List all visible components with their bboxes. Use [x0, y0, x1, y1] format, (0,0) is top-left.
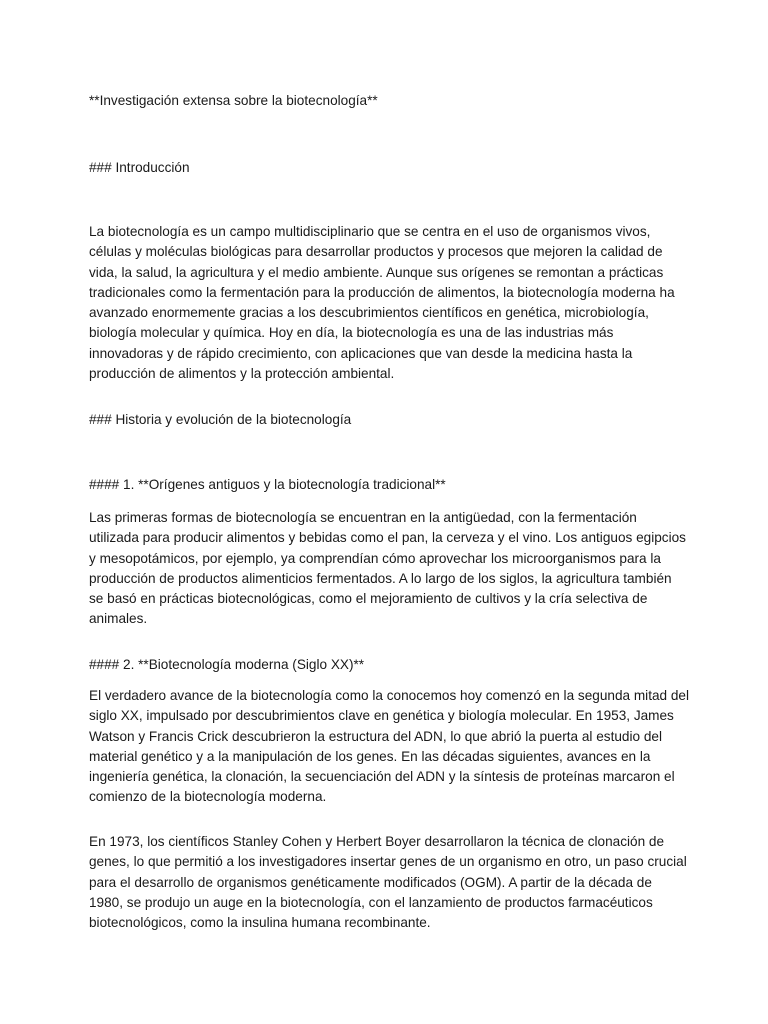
section2-heading: #### 2. **Biotecnología moderna (Siglo XX)**: [89, 657, 365, 672]
history-heading: ### Historia y evolución de la biotecnología: [89, 412, 352, 427]
section1-heading: #### 1. **Orígenes antiguos y la biotecnología tradicional**: [89, 477, 446, 492]
section2-paragraph-2: En 1973, los científicos Stanley Cohen y Herbert Boyer desarrollaron la técnica de clonación de genes, lo que permitió a los investigadores insertar genes de un organismo en otro, un paso crucial para el desarrollo de organismos genéticamente modificados (OGM). A partir de la década de 1980, se produjo un auge en la biotecnología, con el lanzamiento de productos farmacéuticos biotecnológicos, como la insulina humana recombinante.: [89, 834, 687, 931]
section1-paragraph: Las primeras formas de biotecnología se encuentran en la antigüedad, con la fermentación utilizada para producir alimentos y bebidas como el pan, la cerveza y el vino. Los antiguos egipcios y mesopotámicos, por ejemplo, ya comprendían cómo aprovechar los microorganismos para la producción de productos alimenticios fermentados. A lo largo de los siglos, la agricultura también se basó en prácticas biotecnológicas, como el mejoramiento de cultivos y la cría selectiva de animales.: [89, 510, 686, 627]
section2-paragraph-1: El verdadero avance de la biotecnología como la conocemos hoy comenzó en la segunda mitad del siglo XX, impulsado por descubrimientos clave en genética y biología molecular. En 1953, James Watson y Francis Crick descubrieron la estructura del ADN, lo que abrió la puerta al estudio del material genético y a la manipulación de los genes. En las décadas siguientes, avances en la ingeniería genética, la clonación, la secuenciación del ADN y la síntesis de proteínas marcaron el comienzo de la biotecnología moderna.: [89, 688, 690, 805]
intro-heading: ### Introducción: [89, 160, 190, 175]
document-title: **Investigación extensa sobre la biotecnología**: [89, 93, 378, 108]
intro-paragraph: La biotecnología es un campo multidisciplinario que se centra en el uso de organismos vivos, células y moléculas biológicas para desarrollar productos y procesos que mejoren la calidad de vida, la salud, la agricultura y el medio ambiente. Aunque sus orígenes se remontan a prácticas tradicionales como la fermentación para la producción de alimentos, la biotecnología moderna ha avanzado enormemente gracias a los descubrimientos científicos en genética, microbiología, biología molecular y química. Hoy en día, la biotecnología es una de las industrias más innovadoras y de rápido crecimiento, con aplicaciones que van desde la medicina hasta la producción de alimentos y la protección ambiental.: [89, 224, 675, 382]
